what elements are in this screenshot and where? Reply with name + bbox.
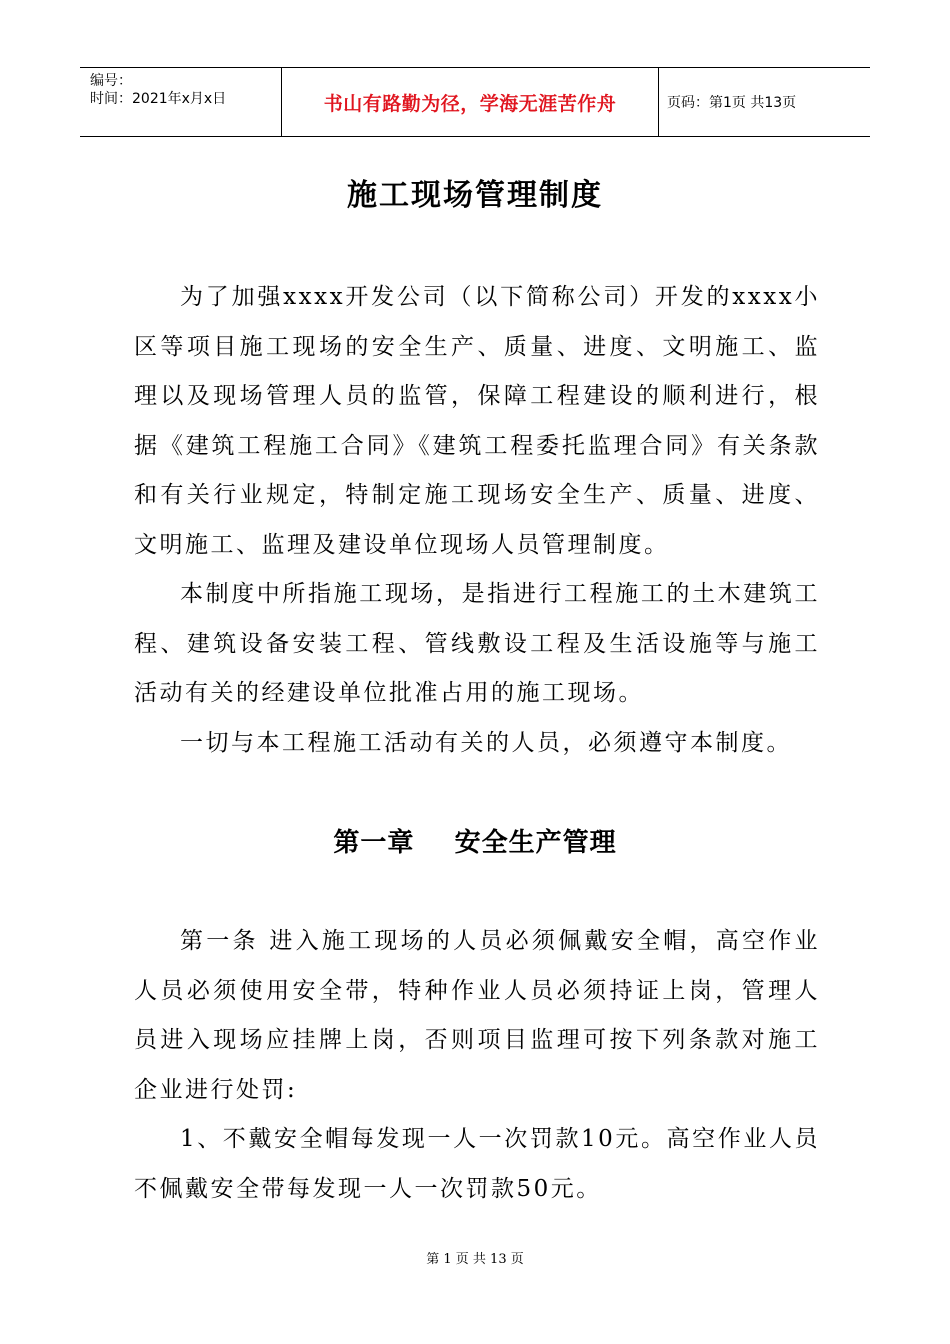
- header-meta-cell: [80, 68, 282, 136]
- page-header-table: [80, 67, 870, 137]
- document-number-label: 编号：: [90, 73, 132, 89]
- document-time-label: 时间：2021年x月x日: [90, 91, 227, 107]
- article-paragraph: 第一条 进入施工现场的人员必须佩戴安全帽，高空作业人员必须使用安全带，特种作业人员必须持证上岗，管理人员进入现场应挂牌上岗，否则项目监理可按下列条款对施工企业进行处罚:: [134, 928, 820, 1103]
- header-page-info: 页码：第1页 共13页: [667, 95, 797, 111]
- article-section: [134, 917, 820, 1214]
- page-footer: 第 1 页 共 13 页: [426, 1252, 524, 1267]
- intro-section: [134, 273, 820, 768]
- chapter-title: 第一章 安全生产管理: [333, 828, 617, 858]
- intro-paragraph: 一切与本工程施工活动有关的人员，必须遵守本制度。: [180, 729, 792, 756]
- article-paragraph: 1、不戴安全帽每发现一人一次罚款10元。高空作业人员不佩戴安全带每发现一人一次罚款50元。: [134, 1126, 820, 1202]
- intro-paragraph: 本制度中所指施工现场，是指进行工程施工的土木建筑工程、建筑设备安装工程、管线敷设工程及生活设施等与施工活动有关的经建设单位批准占用的施工现场。: [134, 581, 820, 706]
- intro-paragraph: 为了加强xxxx开发公司（以下简称公司）开发的xxxx小区等项目施工现场的安全生产、质量、进度、文明施工、监理以及现场管理人员的监管，保障工程建设的顺利进行，根据《建筑工程施工合同》《建筑工程委托监理合同》有关条款和有关行业规定，特制定施工现场安全生产、质量、进度、文明施工、监理及建设单位现场人员管理制度。: [134, 284, 820, 558]
- document-title: 施工现场管理制度: [347, 178, 603, 213]
- header-motto: 书山有路勤为径，学海无涯苦作舟: [282, 68, 659, 136]
